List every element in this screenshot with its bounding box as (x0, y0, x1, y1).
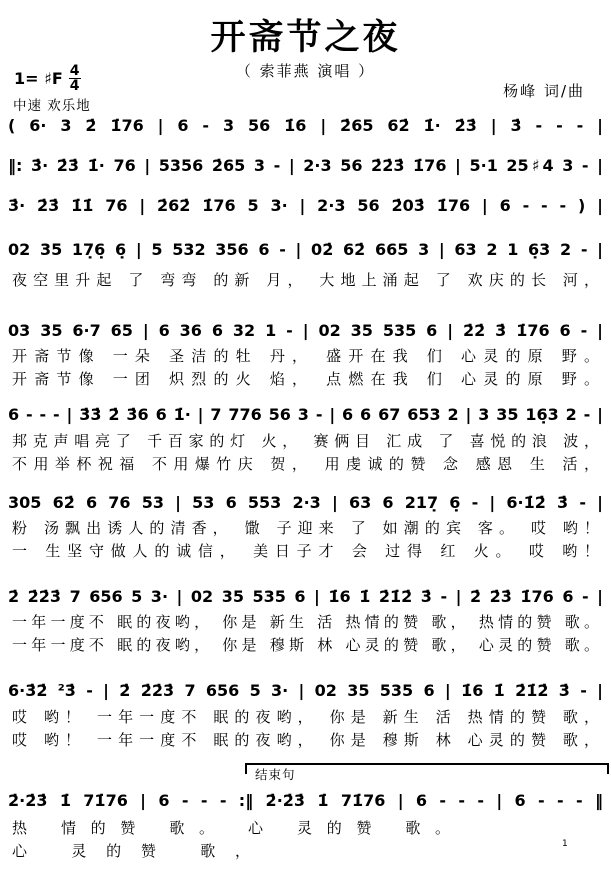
key-signature (14, 64, 81, 93)
lyric-line: 开斋节像 一朵 圣洁的牡 丹， 盛开在我 们 心灵的原 野。 (12, 347, 601, 365)
notation-line: 02 35 17̣6̣ 6̣ | 5 532 356 6 - | 02̇ 62̇ 665 3 | 63 2 1 6̣3 2 - | (8, 240, 603, 259)
time-signature (69, 64, 81, 93)
performer-subtitle: （ 索菲燕 演唱 ） (235, 62, 376, 80)
notation-line: ( 6· 3 2̇ 1̇76 | 6 - 3 56 1̇6 | 2̇65 62̇ 1̇· 2̇3̇ | 3̇ - - - | (8, 116, 603, 135)
ending-phrase-bracket (245, 763, 609, 782)
lyric-line: 粉 汤飘出诱人的清香， 馓 子迎来 了 如潮的宾 客。 哎 哟！ (12, 519, 601, 537)
notation-line: 03 35 6·7 65 | 6 36 6 32 1 - | 02 35 535 6 | 2̇2̇ 3̇ 1̇76 6 - | (8, 321, 603, 340)
lyric-line: 心 灵的赞 歌， (12, 842, 252, 860)
page-title: 开斋节之夜 (210, 18, 401, 58)
lyric-line: 热 情的赞 歌。 心 灵的赞 歌。 (12, 819, 452, 837)
notation-line: ‖: 3̇· 2̇3̇ 1̇· 76 | 5356 2̇65 3 - | 2·3 56 2̇2̇3̇ 1̇76 | 5·1 25♯4 3 - | (8, 156, 603, 175)
time-signature-numerator: 4 (69, 63, 80, 79)
time-signature-denominator: 4 (69, 78, 80, 94)
lyric-line: 邦克声唱亮了 千百家的灯 火， 赛俩目 汇成 了 喜悦的浪 波， (12, 432, 601, 450)
lyric-line: 不用举杯祝福 不用爆竹庆 贺， 用虔诚的赞 念 感恩 生 活， (12, 455, 601, 473)
key-signature-text: 1= ♯F (14, 69, 63, 88)
tempo-marking: 中速 欢乐地 (13, 98, 91, 114)
lyric-line: 一年一度不 眠的夜哟， 你是 新生 活 热情的赞 歌， 热情的赞 歌。 (12, 613, 601, 631)
notation-line: 2̇ 2̇2̇3̇ 7 656 5 3· | 02 35 535 6 | 1̇6 1̇ 2̇1̇2̇ 3̇ - | 2̇ 2̇3̇ 1̇76 6 - | (8, 587, 603, 606)
composer-credit: 杨峰 词/曲 (503, 82, 585, 100)
notation-line: 6 - - - | 3̇3̇ 2̇ 3̇6 6 1̇· | 7 776 56 3 - | 6 6 67 653 2 | 3 35 16̣3 2 - | (8, 405, 603, 424)
lyric-line: 一年一度不 眠的夜哟， 你是 穆斯 林 心灵的赞 歌， 心灵的赞 歌。 (12, 636, 601, 654)
lyric-line: 哎 哟！ 一年一度不 眠的夜哟， 你是 穆斯 林 心灵的赞 歌， (12, 731, 601, 749)
notation-line: 305 62̇ 6 76 53 | 53 6 553 2·3 | 63 6 217̣ 6̣ - | 6·1̇2̇ 3̇ - | (8, 493, 603, 512)
lyric-line: 开斋节像 一团 炽烈的火 焰， 点燃在我 们 心灵的原 野。 (12, 370, 601, 388)
ending-phrase-label: 结束句 (252, 765, 299, 783)
notation-line: 3̇· 2̇3̇ 1̇1̇ 76 | 2̇62̇ 1̇76 5 3· | 2·3 56 2̇03̇ 1̇76 | 6 - - - ) | (8, 196, 603, 215)
page-number: 1 (562, 839, 568, 849)
notation-line: 6·3̇2̇ ²3̇ - | 2̇ 2̇2̇3̇ 7 656 5 3· | 02 35 535 6 | 1̇6 1̇ 2̇1̇2̇ 3̇ - | (8, 681, 603, 700)
lyric-line: 一 生坚守做人的诚信， 美日子才 会 过得 红 火。 哎 哟！ (12, 542, 601, 560)
notation-line: 2̇·2̇3̇ 1̇ 71̇76 | 6 - - - :‖ 2̇·2̇3̇ 1̇ 71̇76 | 6 - - - | 6 - - - ‖ (8, 791, 603, 810)
lyric-line: 夜空里升起 了 弯弯 的新 月， 大地上涌起 了 欢庆的长 河， (12, 271, 601, 289)
lyric-line: 哎 哟！ 一年一度不 眠的夜哟， 你是 新生 活 热情的赞 歌， (12, 708, 601, 726)
